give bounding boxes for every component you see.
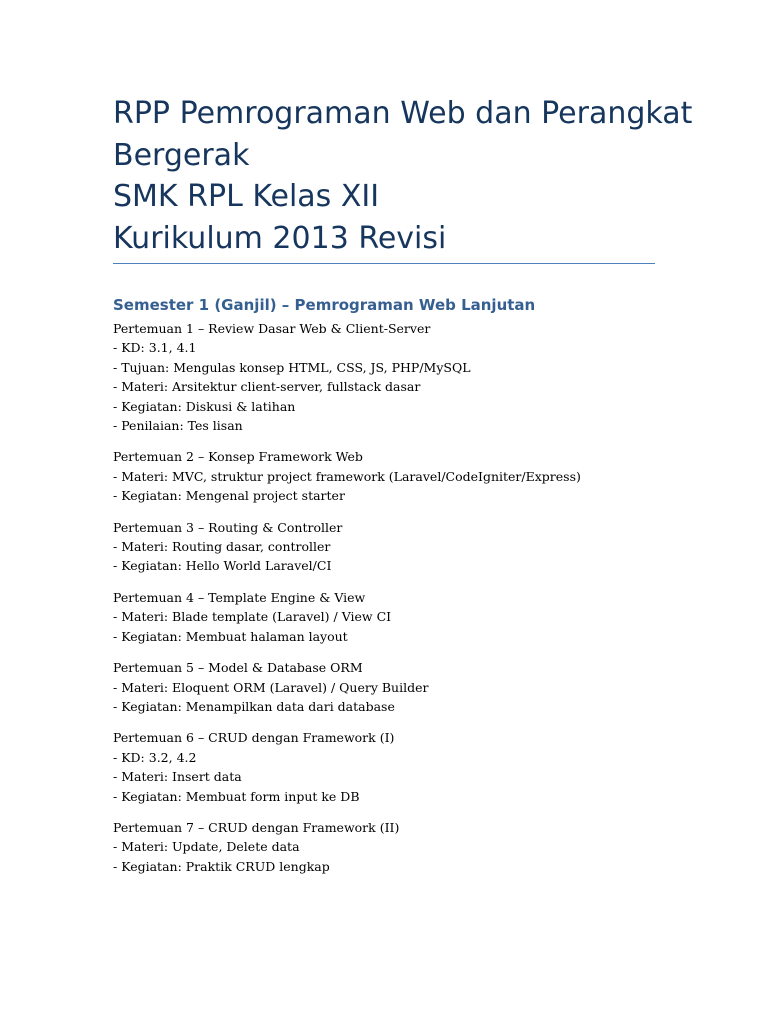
title-divider [113, 263, 655, 264]
title-line: Kurikulum 2013 Revisi [113, 220, 447, 256]
session-item: - KD: 3.1, 4.1 [113, 340, 197, 356]
title-line: SMK RPL Kelas XII [113, 179, 380, 214]
session-block [113, 518, 673, 576]
session-block [113, 588, 673, 646]
session-item: - Kegiatan: Menampilkan data dari database [113, 698, 395, 714]
session-item: - Kegiatan: Membuat halaman layout [113, 628, 348, 644]
session-item: - Penilaian: Tes lisan [113, 418, 243, 434]
session-list [113, 319, 673, 888]
session-item: - Materi: Blade template (Laravel) / View CI [113, 609, 392, 625]
session-item: - Kegiatan: Hello World Laravel/CI [113, 558, 332, 574]
session-heading: Pertemuan 7 – CRUD dengan Framework (II) [113, 819, 400, 835]
session-item: - Materi: Insert data [113, 769, 242, 785]
session-block [113, 447, 673, 505]
session-item: - Tujuan: Mengulas konsep HTML, CSS, JS, PHP/MySQL [113, 359, 471, 375]
session-item: - Kegiatan: Membuat form input ke DB [113, 788, 360, 804]
session-block [113, 319, 673, 435]
semester-heading: Semester 1 (Ganjil) – Pemrograman Web Lanjutan [113, 296, 536, 314]
session-block [113, 658, 673, 716]
session-item: - Kegiatan: Mengenal project starter [113, 488, 345, 504]
session-item: - Kegiatan: Praktik CRUD lengkap [113, 858, 330, 874]
session-block [113, 728, 673, 806]
session-item: - Materi: Arsitektur client-server, fullstack dasar [113, 379, 421, 395]
session-item: - Materi: MVC, struktur project framework (Laravel/CodeIgniter/Express) [113, 468, 581, 484]
session-item: - Materi: Routing dasar, controller [113, 539, 331, 555]
session-item: - Kegiatan: Diskusi & latihan [113, 398, 296, 414]
session-heading: Pertemuan 5 – Model & Database ORM [113, 660, 363, 676]
title-line: RPP Pemrograman Web dan Perangkat [113, 96, 693, 131]
session-item: - KD: 3.2, 4.2 [113, 749, 197, 765]
session-heading: Pertemuan 3 – Routing & Controller [113, 519, 343, 535]
session-heading: Pertemuan 4 – Template Engine & View [113, 589, 366, 605]
session-heading: Pertemuan 1 – Review Dasar Web & Client-Server [113, 321, 431, 336]
session-item: - Materi: Update, Delete data [113, 839, 300, 855]
document-title [113, 93, 693, 259]
session-block [113, 818, 673, 876]
session-heading: Pertemuan 6 – CRUD dengan Framework (I) [113, 730, 395, 746]
session-heading: Pertemuan 2 – Konsep Framework Web [113, 449, 363, 465]
session-item: - Materi: Eloquent ORM (Laravel) / Query Builder [113, 679, 429, 695]
title-line: Bergerak [113, 137, 250, 173]
